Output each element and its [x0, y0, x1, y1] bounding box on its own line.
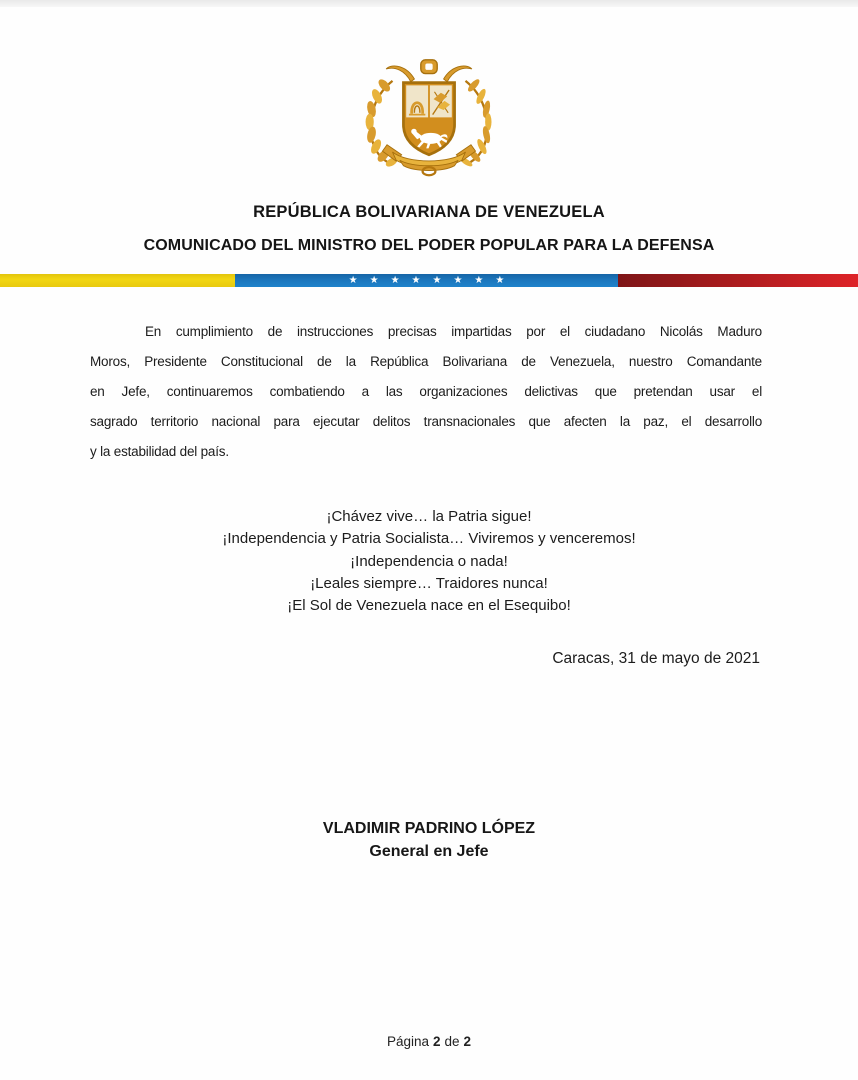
body-line: Moros, Presidente Constitucional de la República Bolivariana de Venezuela, nuestro Comandante	[90, 354, 762, 369]
slogan-line: ¡Independencia o nada!	[350, 552, 508, 570]
signer-name: VLADIMIR PADRINO LÓPEZ	[322, 820, 536, 837]
slogan-line: ¡Chávez vive… la Patria sigue!	[326, 508, 532, 525]
flag-yellow-segment	[0, 274, 235, 287]
page-number-footer	[0, 1034, 858, 1049]
signer-rank: General en Jefe	[369, 843, 489, 860]
document-title: REPÚBLICA BOLIVARIANA DE VENEZUELA	[253, 203, 605, 221]
slogans-block	[0, 506, 858, 617]
venezuela-coat-of-arms-svg	[356, 56, 502, 186]
emblem-wheat-field	[406, 85, 428, 117]
flag-red-segment	[618, 274, 858, 287]
dateline: Caracas, 31 de mayo de 2021	[552, 650, 760, 667]
page-current: 2	[432, 1034, 441, 1049]
slogan-line: ¡Independencia y Patria Socialista… Viviremos y venceremos!	[222, 530, 636, 548]
scan-edge-artifact	[0, 0, 858, 7]
flag-stars: ★★★★★★★★	[348, 275, 517, 286]
slogan-line: ¡El Sol de Venezuela nace en el Esequibo!	[287, 597, 571, 615]
coat-of-arms-icon	[356, 56, 502, 186]
emblem-shield	[403, 83, 454, 155]
page-label: Página	[386, 1034, 429, 1049]
body-line: sagrado territorio nacional para ejecutar delitos transnacionales que afecten la paz, el desarrollo	[90, 414, 762, 429]
slogan-line: ¡Leales siempre… Traidores nunca!	[310, 574, 548, 592]
document-subtitle: COMUNICADO DEL MINISTRO DEL PODER POPULAR PARA LA DEFENSA	[143, 237, 715, 254]
flag-blue-segment	[235, 274, 618, 287]
page-total: 2	[463, 1034, 472, 1049]
flag-divider-bar	[0, 274, 858, 287]
signature-block	[0, 817, 858, 863]
body-line: y la estabilidad del país.	[90, 444, 229, 459]
emblem-top-knot	[421, 60, 437, 74]
body-paragraph	[90, 317, 762, 467]
body-line: En cumplimiento de instrucciones precisas impartidas por el ciudadano Nicolás Maduro	[145, 324, 762, 339]
page-separator: de	[444, 1034, 460, 1049]
body-line: en Jefe, continuaremos combatiendo a las organizaciones delictivas que pretendan usar el	[90, 384, 762, 399]
